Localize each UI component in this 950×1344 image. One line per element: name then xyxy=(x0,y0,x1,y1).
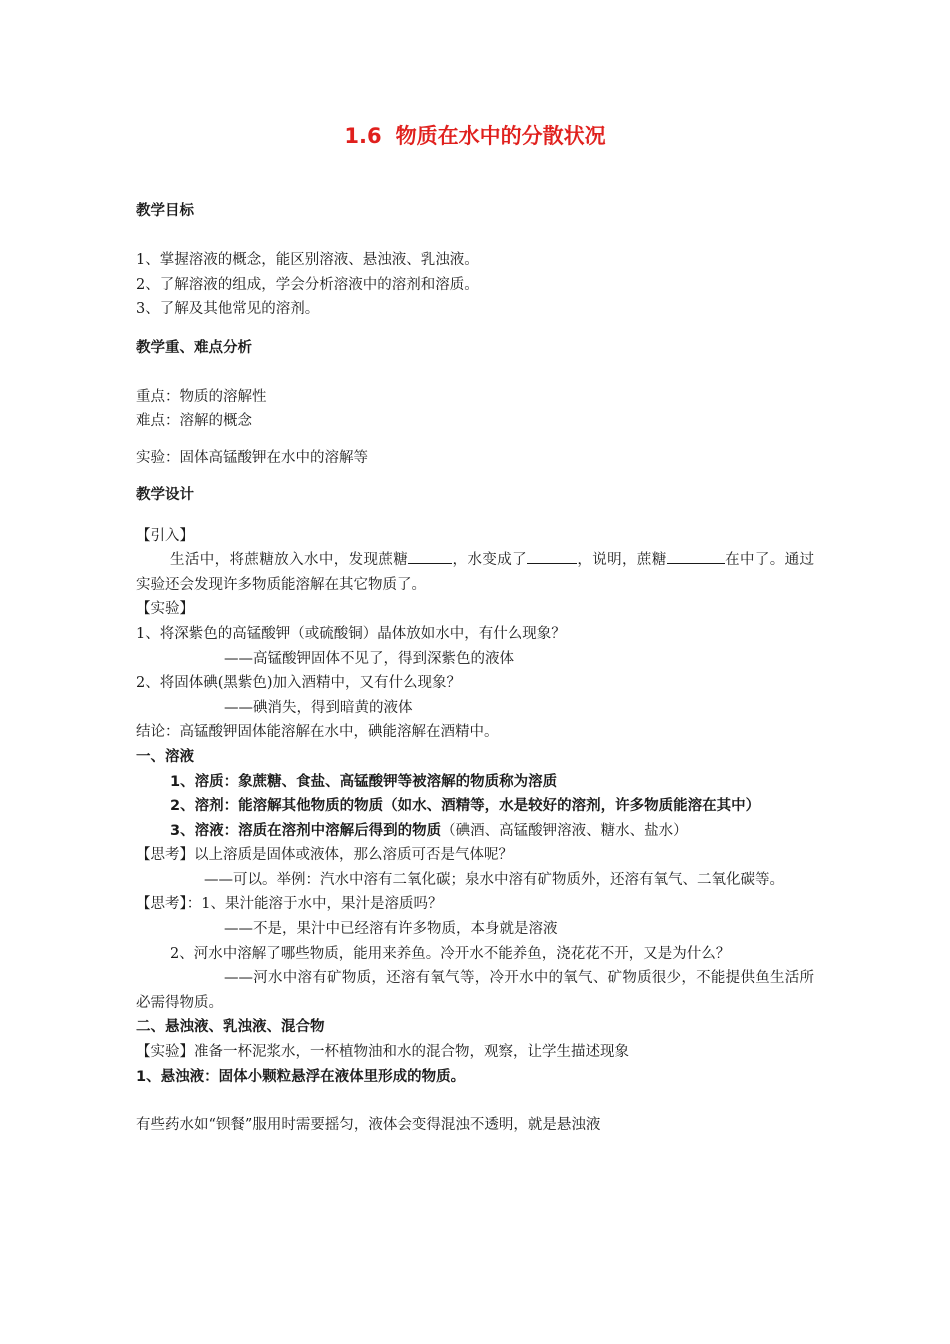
experiment-question: 1、将深紫色的高锰酸钾（或硫酸铜）晶体放如水中，有什么现象？ xyxy=(136,625,566,642)
suspension-example: 有些药水如“钡餐”服用时需要摇匀，液体会变得混浊不透明，就是悬浊液 xyxy=(136,1117,601,1134)
objectives-heading: 教学目标 xyxy=(136,203,194,219)
think-question: 【思考】以上溶质是固体或液体，那么溶质可否是气体呢？ xyxy=(136,847,513,864)
fill-blank xyxy=(667,548,725,564)
focus-point: 重点：物质的溶解性 xyxy=(136,388,267,405)
conclusion: 结论：高锰酸钾固体能溶解在水中，碘能溶解在酒精中。 xyxy=(136,724,499,741)
design-heading: 教学设计 xyxy=(136,486,194,503)
mixtures-heading: 二、悬浊液、乳浊液、混合物 xyxy=(136,1019,325,1036)
solution-definition: 3、溶液：溶质在溶剂中溶解后得到的物质（碘酒、高锰酸钾溶液、糖水、盐水） xyxy=(170,822,688,839)
experiment-answer: ——高锰酸钾固体不见了，得到深紫色的液体 xyxy=(224,650,514,667)
solute-definition: 1、溶质：象蔗糖、食盐、高锰酸钾等被溶解的物质称为溶质 xyxy=(170,773,558,790)
think-question: 2、河水中溶解了哪些物质，能用来养鱼。冷开水不能养鱼，浇花花不开，又是为什么？ xyxy=(170,945,731,962)
experiment-tag: 【实验】 xyxy=(136,601,194,618)
difficulty-point: 难点：溶解的概念 xyxy=(136,413,252,430)
experiment-question: 2、将固体碘(黑紫色)加入酒精中，又有什么现象？ xyxy=(136,675,462,692)
solvent-definition: 2、溶剂：能溶解其他物质的物质（如水、酒精等，水是较好的溶剂，许多物质能溶在其中） xyxy=(170,798,761,815)
title-text: 物质在水中的分散状况 xyxy=(395,124,606,148)
solution-heading: 一、溶液 xyxy=(136,748,194,765)
page-title xyxy=(0,120,950,150)
objective-item: 2、了解溶液的组成，学会分析溶液中的溶剂和溶质。 xyxy=(136,276,479,293)
think-answer: ——不是，果汁中已经溶有许多物质，本身就是溶液 xyxy=(224,921,558,938)
intro-paragraph: 生活中，将蔗糖放入水中，发现蔗糖 ，水变成了 ，说明，蔗糖 在中了。通过实验还会发现许多物质能溶解在其它物质了。 xyxy=(136,548,814,597)
mixture-experiment: 【实验】准备一杯泥浆水，一杯植物油和水的混合物，观察，让学生描述现象 xyxy=(136,1044,629,1061)
intro-tag: 【引入】 xyxy=(136,527,194,544)
experiment-answer: ——碘消失，得到暗黄的液体 xyxy=(224,699,413,716)
think-answer: ——河水中溶有矿物质，还溶有氧气等，冷开水中的氧气、矿物质很少，不能提供鱼生活所必需得物质。 xyxy=(136,970,814,1011)
objective-item: 3、了解及其他常见的溶剂。 xyxy=(136,301,320,318)
fill-blank xyxy=(527,548,577,564)
objective-item: 1、掌握溶液的概念，能区别溶液、悬浊液、乳浊液。 xyxy=(136,252,479,268)
think-question: 【思考】：1、果汁能溶于水中，果汁是溶质吗？ xyxy=(136,896,443,913)
document-body xyxy=(136,199,814,1138)
suspension-definition: 1、悬浊液：固体小颗粒悬浮在液体里形成的物质。 xyxy=(136,1068,466,1085)
keypoints-heading: 教学重、难点分析 xyxy=(136,339,252,356)
section-number: 1.6 xyxy=(344,124,382,148)
fill-blank xyxy=(408,548,452,564)
experiment-note: 实验：固体高锰酸钾在水中的溶解等 xyxy=(136,449,368,466)
think-answer: ——可以。举例：汽水中溶有二氧化碳；泉水中溶有矿物质外，还溶有氧气、二氧化碳等。 xyxy=(204,871,784,888)
